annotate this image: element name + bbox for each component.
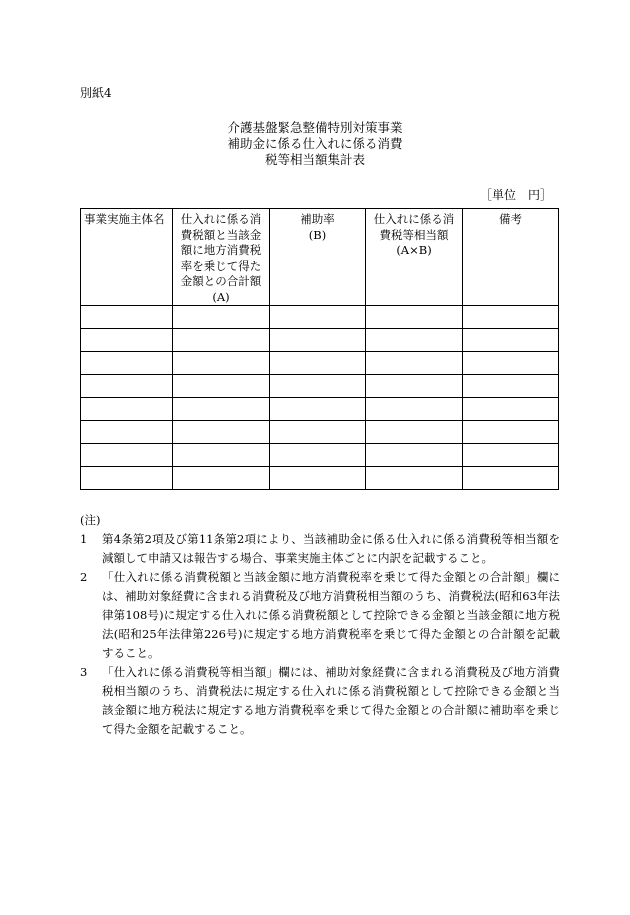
- table-cell[interactable]: [270, 398, 366, 421]
- document-title: [0, 120, 630, 168]
- table-cell[interactable]: [463, 329, 559, 352]
- table-cell[interactable]: [173, 375, 270, 398]
- notes-section: [80, 511, 560, 739]
- note-number: 3: [80, 665, 88, 679]
- table-row: [81, 421, 559, 444]
- table-cell[interactable]: [366, 329, 463, 352]
- col-header-subsidy-rate: 補助率 (B): [270, 209, 366, 306]
- table-cell[interactable]: [463, 398, 559, 421]
- note-text: 第4条第2項及び第11条第2項により、当該補助金に係る仕入れに係る消費税等相当額を減額して申請又は報告する場合、事業実施主体ごとに内訳を記載すること。: [102, 532, 560, 565]
- title-line: 税等相当額集計表: [264, 152, 365, 167]
- table-cell[interactable]: [270, 375, 366, 398]
- title-line: 介護基盤緊急整備特別対策事業: [227, 120, 403, 135]
- note-number: 1: [80, 532, 88, 546]
- sheet-number: 別紙4: [80, 86, 112, 100]
- note-text: 「仕入れに係る消費税額と当該金額に地方消費税率を乗じて得た金額との合計額」欄には、補助対象経費に含まれる消費税及び地方消費税相当額のうち、消費税法(昭和63年法律第108号)に規定する仕入れに係る消費税額として控除できる金額と当該金額に地方税法(昭和25年法律第226号)に規定する地方消費税率を乗じて得た金額との合計額を記載すること。: [102, 570, 560, 660]
- table-cell[interactable]: [81, 352, 173, 375]
- table-row: [81, 329, 559, 352]
- col-header-remarks: 備考: [463, 209, 559, 306]
- table-cell[interactable]: [270, 329, 366, 352]
- table-cell[interactable]: [81, 398, 173, 421]
- table-row: [81, 467, 559, 490]
- note-item: [80, 663, 560, 739]
- col-header-tax-equivalent: 仕入れに係る消 費税等相当額 (A×B): [366, 209, 463, 306]
- table-cell[interactable]: [173, 352, 270, 375]
- table-cell[interactable]: [81, 329, 173, 352]
- table-cell[interactable]: [366, 306, 463, 329]
- notes-heading: (注): [80, 513, 101, 527]
- note-item: [80, 530, 560, 568]
- table-cell[interactable]: [270, 467, 366, 490]
- col-header-entity: 事業実施主体名: [81, 209, 173, 306]
- note-text: 「仕入れに係る消費税等相当額」欄には、補助対象経費に含まれる消費税及び地方消費税相当額のうち、消費税法に規定する仕入れに係る消費税額として控除できる金額と当該金額に地方税法に規定する地方消費税率を乗じて得た金額との合計額に補助率を乗じて得た金額を記載すること。: [102, 665, 560, 736]
- table-cell[interactable]: [270, 444, 366, 467]
- col-header-tax-amount: 仕入れに係る消 費税額と当該金 額に地方消費税 率を乗じて得た 金額との合計額 (A): [173, 209, 270, 306]
- table-cell[interactable]: [463, 375, 559, 398]
- table-cell[interactable]: [173, 467, 270, 490]
- table-cell[interactable]: [81, 444, 173, 467]
- summary-table: [80, 208, 559, 490]
- table-cell[interactable]: [366, 444, 463, 467]
- table-cell[interactable]: [173, 421, 270, 444]
- table-cell[interactable]: [463, 421, 559, 444]
- table-cell[interactable]: [366, 467, 463, 490]
- table-row: [81, 444, 559, 467]
- table-cell[interactable]: [366, 375, 463, 398]
- table-cell[interactable]: [173, 398, 270, 421]
- table-cell[interactable]: [463, 467, 559, 490]
- table-cell[interactable]: [270, 352, 366, 375]
- unit-label: ［単位 円］: [479, 188, 552, 202]
- table-cell[interactable]: [81, 421, 173, 444]
- table-cell[interactable]: [463, 306, 559, 329]
- table-cell[interactable]: [81, 467, 173, 490]
- table-cell[interactable]: [173, 329, 270, 352]
- table-cell[interactable]: [366, 421, 463, 444]
- table-cell[interactable]: [463, 352, 559, 375]
- table-cell[interactable]: [366, 398, 463, 421]
- table-cell[interactable]: [270, 421, 366, 444]
- table-row: [81, 306, 559, 329]
- table-row: [81, 398, 559, 421]
- table-row: [81, 375, 559, 398]
- table-cell[interactable]: [81, 306, 173, 329]
- table-cell[interactable]: [366, 352, 463, 375]
- title-line: 補助金に係る仕入れに係る消費: [227, 136, 403, 151]
- table-header-row: [81, 209, 559, 306]
- table-cell[interactable]: [173, 444, 270, 467]
- table-cell[interactable]: [173, 306, 270, 329]
- table-cell[interactable]: [81, 375, 173, 398]
- note-number: 2: [80, 570, 88, 584]
- note-item: [80, 568, 560, 663]
- table-cell[interactable]: [270, 306, 366, 329]
- table-body: [81, 306, 559, 490]
- table-row: [81, 352, 559, 375]
- table-cell[interactable]: [463, 444, 559, 467]
